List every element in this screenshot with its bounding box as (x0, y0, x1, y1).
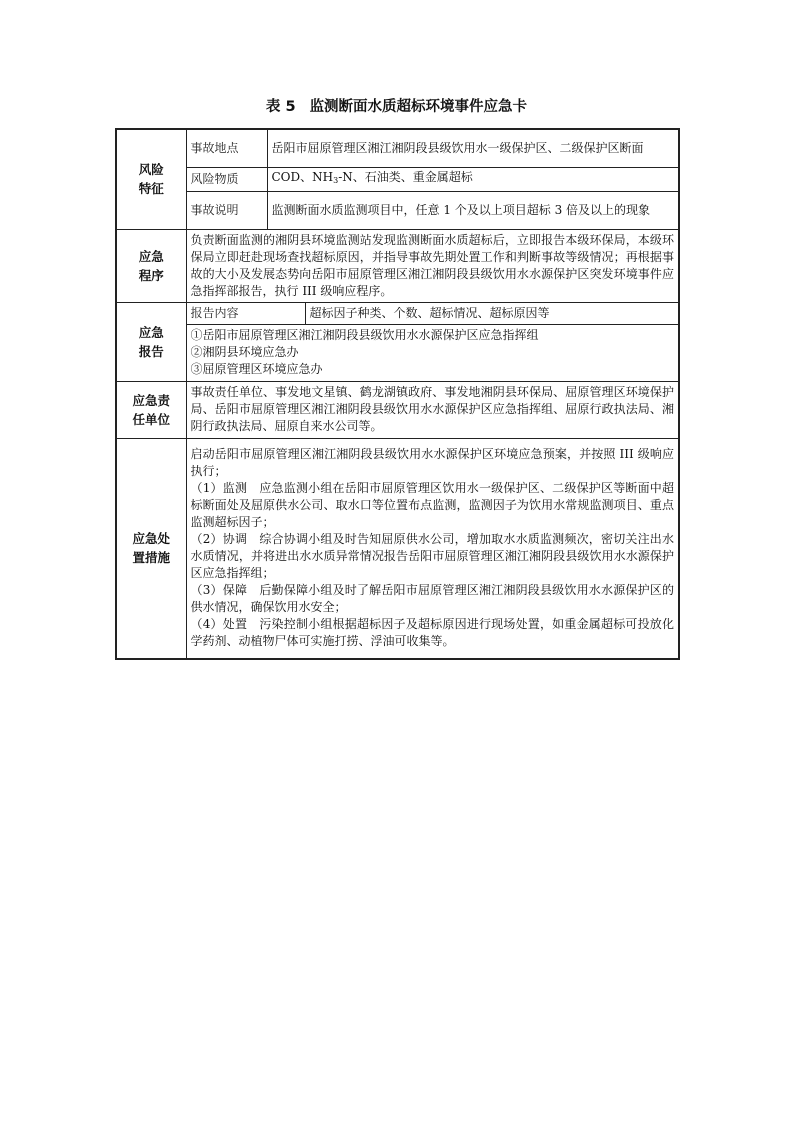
risk-description-label: 事故说明 (186, 191, 267, 229)
list-item: ①岳阳市屈原管理区湘江湘阴段县级饮用水水源保护区应急指挥组 (190, 328, 539, 342)
table-row (116, 191, 679, 229)
table-row (116, 381, 679, 438)
procedure-header: 应急 程序 (116, 229, 186, 302)
report-header: 应急 报告 (116, 302, 186, 381)
list-item: （4）处置 污染控制小组根据超标因子及超标原因进行现场处置，如重金属超标可投放化学药剂、动植物尸体可实施打捞、浮油可收集等。 (190, 617, 674, 649)
risk-description-value: 监测断面水质监测项目中，任意 1 个及以上项目超标 3 倍及以上的现象 (267, 191, 679, 229)
measures-header: 应急处 置措施 (116, 438, 186, 659)
list-item: ③屈原管理区环境应急办 (190, 362, 323, 376)
list-item: ②湘阴县环境应急办 (190, 345, 299, 359)
responsible-text: 事故责任单位、事发地文星镇、鹤龙湖镇政府、事发地湘阴县环保局、屈原管理区环境保护局、岳阳市屈原管理区湘江湘阴段县级饮用水水源保护区应急指挥组、屈原行政执法局、湘阴行政执法局、屈原自来水公司等。 (186, 381, 679, 438)
measures-text (186, 438, 679, 659)
table-row (116, 302, 679, 324)
risk-substance-label: 风险物质 (186, 167, 267, 191)
list-item: （1）监测 应急监测小组在岳阳市屈原管理区饮用水一级保护区、二级保护区等断面中超标断面处及屈原供水公司、取水口等位置布点监测，监测因子为饮用水常规监测项目、重点监测超标因子； (190, 481, 674, 530)
table-row (116, 324, 679, 381)
table-title (0, 95, 793, 116)
list-item: （2）协调 综合协调小组及时告知屈原供水公司，增加取水水质监测频次，密切关注出水水质情况，并将进出水水质异常情况报告岳阳市屈原管理区湘江湘阴段县级饮用水水源保护区应急指挥组； (190, 532, 674, 581)
table-title-text: 监测断面水质超标环境事件应急卡 (309, 99, 528, 115)
report-content-value: 超标因子种类、个数、超标情况、超标原因等 (305, 302, 679, 324)
table-row (116, 438, 679, 659)
table-number: 表 5 (265, 99, 296, 115)
emergency-card-table (115, 128, 680, 660)
procedure-text: 负责断面监测的湘阴县环境监测站发现监测断面水质超标后，立即报告本级环保局，本级环保局立即赶赴现场查找超标原因，并指导事故先期处置工作和判断事故等级情况；再根据事故的大小及发展态势向岳阳市屈原管理区湘江湘阴段县级饮用水水源保护区突发环境事件应急指挥部报告，执行 III 级响应程序。 (186, 229, 679, 302)
risk-location-label: 事故地点 (186, 129, 267, 167)
report-content-label: 报告内容 (186, 302, 305, 324)
table-row (116, 167, 679, 191)
list-item: （3）保障 后勤保障小组及时了解岳阳市屈原管理区湘江湘阴段县级饮用水水源保护区的供水情况，确保饮用水安全； (190, 583, 674, 615)
measures-intro: 启动岳阳市屈原管理区湘江湘阴段县级饮用水水源保护区环境应急预案，并按照 III 级响应执行； (190, 447, 674, 479)
risk-location-value: 岳阳市屈原管理区湘江湘阴段县级饮用水一级保护区、二级保护区断面 (267, 129, 679, 167)
risk-substance-value: COD、NH3-N、石油类、重金属超标 (267, 167, 679, 191)
responsible-header: 应急责 任单位 (116, 381, 186, 438)
table-row (116, 229, 679, 302)
table-row (116, 129, 679, 167)
report-recipients (186, 324, 679, 381)
risk-header: 风险 特征 (116, 129, 186, 229)
